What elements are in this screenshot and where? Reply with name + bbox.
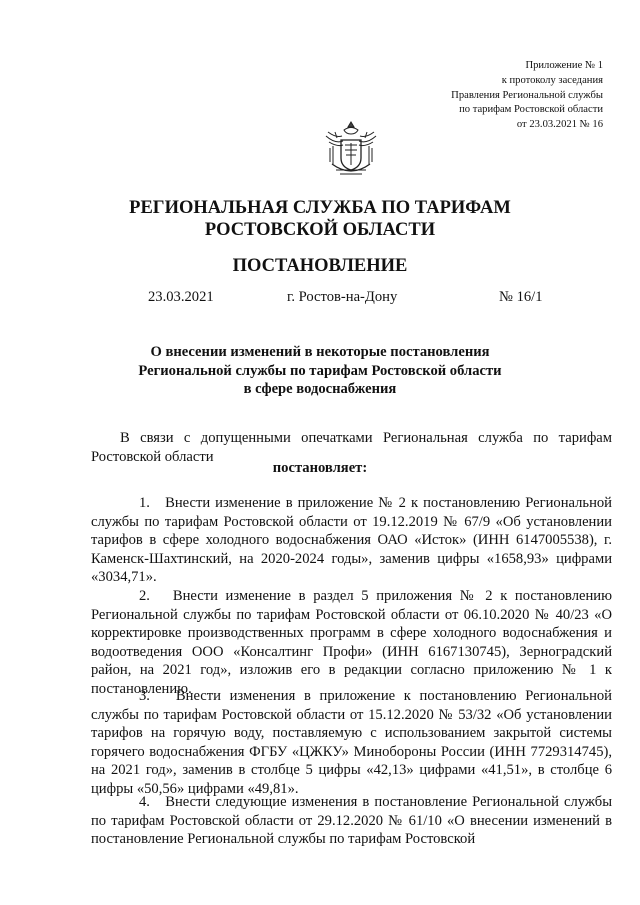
coat-of-arms-icon <box>322 118 380 180</box>
document-type: ПОСТАНОВЛЕНИЕ <box>232 256 408 276</box>
appendix-line-3: Правления Региональной службы <box>451 89 603 101</box>
agency-name-line-1: РЕГИОНАЛЬНАЯ СЛУЖБА ПО ТАРИФАМ <box>129 198 511 218</box>
paragraph-1: 1. Внести изменение в приложение № 2 к постановлению Региональной службы по тарифам Ростовской области от 19.12.2019 № 67/9 «Об установлении тарифов в сфере холодного водоснабжения ОАО «Исток» (ИНН 6147005538), г. Каменск-Шахтинский, на 2020-2024 годы», заменив цифры «1658,93» цифрами «3034,71». <box>91 495 612 586</box>
appendix-note <box>451 59 603 133</box>
subject-line-2: Региональной службы по тарифам Ростовской области <box>138 362 502 379</box>
document-number: № 16/1 <box>499 289 543 305</box>
appendix-line-1: Приложение № 1 <box>525 60 603 71</box>
appendix-line-4: по тарифам Ростовской области <box>459 104 603 116</box>
decree-word: постановляет: <box>272 460 368 476</box>
appendix-line-2: к протоколу заседания <box>501 74 603 86</box>
document-date: 23.03.2021 <box>148 289 214 305</box>
subject-line-3: в сфере водоснабжения <box>243 381 397 397</box>
paragraph-2: 2. Внести изменение в раздел 5 приложения № 2 к постановлению Региональной службы по тарифам Ростовской области от 06.10.2020 № 40/23 «О корректировке производственных программ в сфере холодного водоснабжения и водоотведения ООО «Консалтинг Профи» (ИНН 6167130745), Зерноградский район, на 2021 год», изложив его в редакции согласно приложению № 1 к постановлению. <box>91 588 612 697</box>
document-city: г. Ростов-на-Дону <box>287 289 398 305</box>
document-subject <box>0 343 640 399</box>
intro-paragraph: В связи с допущенными опечатками Региональная служба по тарифам Ростовской области <box>91 430 612 465</box>
agency-name-line-2: РОСТОВСКОЙ ОБЛАСТИ <box>204 220 436 240</box>
subject-line-1: О внесении изменений в некоторые постановления <box>150 344 490 360</box>
paragraph-4: 4. Внести следующие изменения в постановление Региональной службы по тарифам Ростовской области от 29.12.2020 № 61/10 «О внесении изменений в постановление Региональной службы по тарифам Ростовской <box>91 794 612 848</box>
appendix-line-5: от 23.03.2021 № 16 <box>516 119 603 131</box>
paragraph-3: 3. Внести изменения в приложение к постановлению Региональной службы по тарифам Ростовской области от 15.12.2020 № 53/32 «Об установлении тарифов на горячую воду, поставляемую с использованием закрытой системы горячего водоснабжения ФГБУ «ЦЖКУ» Минобороны России (ИНН 7729314745), на 2021 год», заменив в столбце 5 цифры «42,13» цифрами «41,51», в столбце 6 цифры «50,56» цифрами «49,81». <box>91 688 612 797</box>
agency-name <box>0 197 640 241</box>
